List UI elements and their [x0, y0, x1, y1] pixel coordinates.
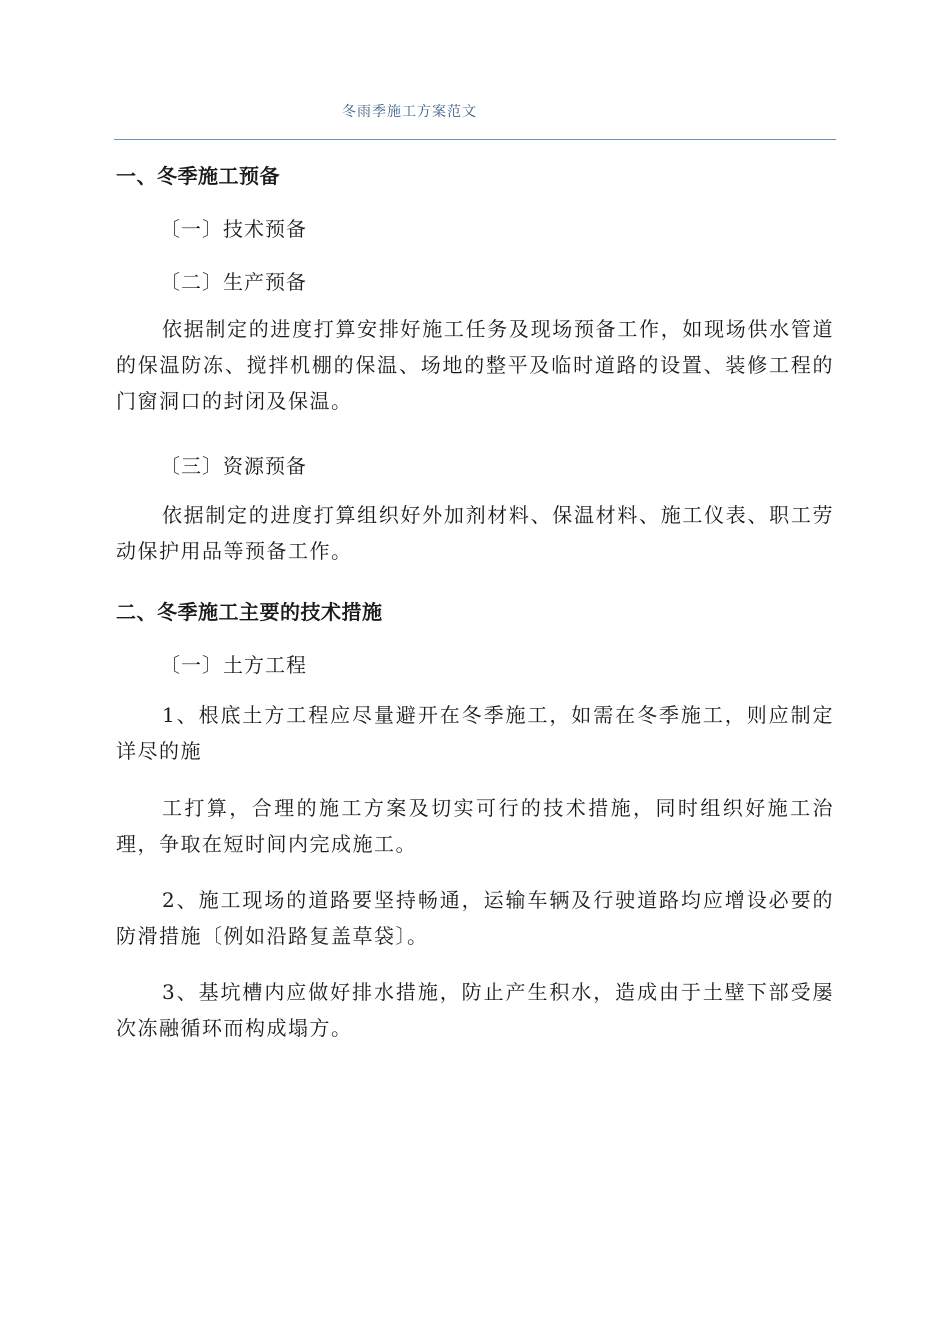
section-1-paragraph-production: 依据制定的进度打算安排好施工任务及现场预备工作，如现场供水管道的保温防冻、搅拌机棚的保温、场地的整平及临时道路的设置、装修工程的门窗洞口的封闭及保温。 [116, 317, 834, 413]
section-2-paragraph-3: 2、施工现场的道路要坚持畅通，运输车辆及行驶道路均应增设必要的防滑措施〔例如沿路复盖草袋〕。 [116, 888, 834, 948]
section-2-paragraph-2: 工打算，合理的施工方案及切实可行的技术措施，同时组织好施工治理，争取在短时间内完成施工。 [116, 796, 834, 856]
section-2-subheading-earthwork: 〔一〕土方工程 [160, 653, 307, 677]
page-header-title: 冬雨季施工方案范文 [342, 104, 477, 120]
section-1-paragraph-resources: 依据制定的进度打算组织好外加剂材料、保温材料、施工仪表、职工劳动保护用品等预备工作。 [116, 503, 834, 563]
section-1-heading: 一、冬季施工预备 [116, 164, 280, 188]
section-2-heading: 二、冬季施工主要的技术措施 [116, 600, 383, 624]
section-1-subheading-resources: 〔三〕资源预备 [160, 454, 307, 478]
section-2-paragraph-4: 3、基坑槽内应做好排水措施，防止产生积水，造成由于土壁下部受屡次冻融循环而构成塌方。 [116, 980, 834, 1040]
section-1-subheading-technical: 〔一〕技术预备 [160, 217, 307, 241]
section-2-paragraph-1: 1、根底土方工程应尽量避开在冬季施工，如需在冬季施工，则应制定详尽的施 [116, 703, 834, 763]
section-1-subheading-production: 〔二〕生产预备 [160, 270, 307, 294]
header-divider [114, 139, 836, 140]
